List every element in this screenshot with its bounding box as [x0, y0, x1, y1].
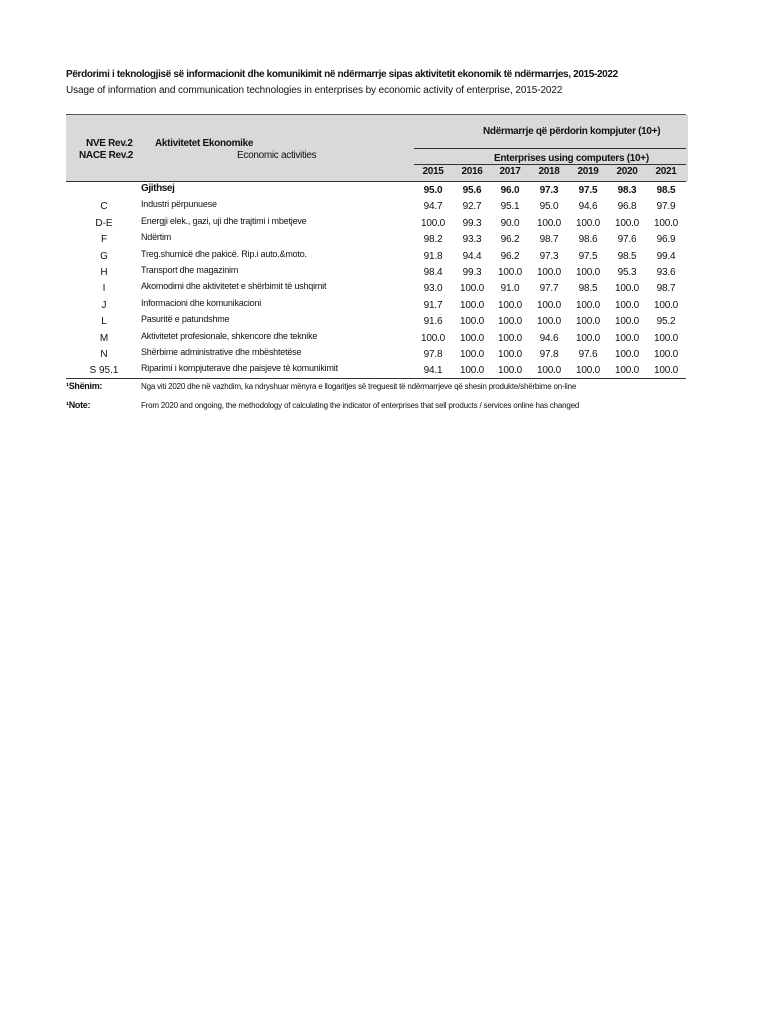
table-row	[66, 231, 686, 247]
row-value: 97.5	[578, 185, 598, 196]
row-value: 94.7	[423, 201, 443, 213]
note-label-albanian: ¹Shënim:	[66, 381, 103, 391]
table-row	[66, 182, 686, 198]
row-value: 91.7	[423, 299, 443, 311]
row-value: 100.0	[459, 365, 485, 377]
row-value: 91.0	[500, 283, 520, 295]
row-activity: Energji elek., gazi, uji dhe trajtimi i mbetjeve	[141, 215, 307, 226]
row-activity: Pasuritë e patundshme	[141, 314, 230, 325]
row-value: 95.3	[617, 267, 637, 278]
row-value: 100.0	[497, 267, 523, 278]
row-value: 96.8	[617, 201, 637, 213]
row-code: H	[100, 267, 108, 278]
row-value: 100.0	[653, 365, 679, 377]
row-value: 91.8	[423, 250, 443, 262]
table-row	[66, 362, 686, 378]
row-code: N	[100, 349, 108, 360]
table-row	[66, 313, 686, 329]
header-activity-albanian: Aktivitetet Ekonomike	[155, 138, 254, 149]
row-activity: Aktivitetet profesionale, shkencore dhe teknike	[141, 330, 318, 341]
row-value: 94.4	[462, 250, 482, 262]
row-activity: Informacioni dhe komunikacioni	[141, 297, 262, 308]
row-activity: Akomodimi dhe aktivitetet e shërbimit të ushqimit	[141, 281, 327, 292]
row-value: 100.0	[536, 299, 562, 311]
row-activity: Treg.shumicë dhe pakicë. Rip.i auto.&moto.	[141, 248, 307, 259]
row-value: 93.6	[656, 267, 676, 278]
row-value: 100.0	[497, 332, 523, 344]
row-value: 100.0	[536, 267, 562, 278]
row-value: 100.0	[575, 299, 601, 311]
row-value: 100.0	[459, 299, 485, 311]
row-value: 98.2	[423, 234, 443, 246]
header-year: 2021	[655, 166, 677, 177]
row-value: 100.0	[575, 267, 601, 278]
row-activity: Transport dhe magazinim	[141, 265, 239, 275]
row-value: 98.7	[539, 234, 559, 246]
row-value: 93.3	[462, 234, 482, 246]
row-code: S 95.1	[89, 365, 119, 377]
table-row	[66, 346, 686, 362]
row-value: 90.0	[500, 217, 520, 229]
row-value: 97.5	[578, 250, 598, 262]
header-code-albanian: NVE Rev.2	[86, 138, 133, 149]
row-value: 100.0	[497, 365, 523, 377]
row-value: 95.0	[539, 201, 559, 213]
header-group-rule	[414, 148, 686, 149]
row-value: 100.0	[536, 365, 562, 377]
row-value: 95.0	[423, 185, 443, 196]
table-title-english: Usage of information and communication technologies in enterprises by economic activity of enterprise, 2015-2022	[66, 85, 563, 96]
row-value: 100.0	[614, 217, 640, 229]
header-year: 2015	[422, 166, 444, 177]
row-value: 100.0	[497, 349, 523, 360]
header-years-rule	[414, 164, 686, 165]
row-value: 100.0	[653, 299, 679, 311]
row-value: 99.3	[462, 267, 482, 278]
header-activity-english: Economic activities	[237, 150, 317, 161]
row-value: 100.0	[420, 217, 446, 229]
row-code: F	[100, 234, 108, 246]
row-value: 98.6	[578, 234, 598, 246]
header-year: 2016	[461, 166, 483, 177]
row-value: 91.6	[423, 316, 443, 328]
row-value: 94.1	[423, 365, 443, 377]
table-row	[66, 215, 686, 231]
row-value: 100.0	[653, 349, 679, 360]
row-code: M	[99, 332, 109, 344]
row-value: 97.8	[423, 349, 443, 360]
header-year: 2019	[577, 166, 599, 177]
row-activity: Shërbime administrative dhe mbështetëse	[141, 347, 302, 357]
row-value: 97.7	[539, 283, 559, 295]
row-value: 100.0	[575, 365, 601, 377]
table-row	[66, 198, 686, 214]
row-value: 100.0	[459, 283, 485, 295]
row-activity: Riparimi i kompjuterave dhe paisjeve të komunikimit	[141, 363, 338, 374]
table-row	[66, 280, 686, 296]
row-code: I	[102, 283, 106, 295]
row-value: 100.0	[575, 217, 601, 229]
row-activity: Gjithsej	[141, 183, 175, 194]
row-value: 97.6	[578, 349, 598, 360]
row-value: 100.0	[497, 299, 523, 311]
header-code-english: NACE Rev.2	[79, 150, 134, 161]
row-value: 100.0	[614, 365, 640, 377]
table-bottom-rule	[66, 378, 686, 379]
row-value: 98.5	[617, 250, 637, 262]
row-value: 93.0	[423, 283, 443, 295]
note-text-english: From 2020 and ongoing, the methodology of calculating the indicator of enterprises that sell products / services online has changed	[141, 401, 580, 410]
row-value: 100.0	[614, 299, 640, 311]
row-value: 94.6	[578, 201, 598, 213]
row-value: 100.0	[614, 349, 640, 360]
row-value: 100.0	[459, 349, 485, 360]
row-value: 100.0	[459, 332, 485, 344]
row-value: 96.2	[500, 250, 520, 262]
row-value: 100.0	[459, 316, 485, 328]
table-title-albanian: Përdorimi i teknologjisë së informacionit dhe komunikimit në ndërmarrje sipas aktivitetit ekonomik të ndërmarrjes, 2015-2022	[66, 69, 618, 80]
row-activity: Industri përpunuese	[141, 199, 217, 210]
row-code: C	[100, 201, 108, 213]
row-value: 100.0	[497, 316, 523, 328]
header-year: 2020	[616, 166, 638, 177]
row-code: D-E	[95, 217, 113, 229]
table-row	[66, 264, 686, 280]
row-value: 95.1	[500, 201, 520, 213]
row-value: 98.4	[423, 267, 443, 278]
row-value: 97.8	[539, 349, 559, 360]
row-value: 98.5	[578, 283, 598, 295]
row-value: 99.3	[462, 217, 482, 229]
table-header-band-edge	[686, 115, 688, 182]
row-value: 100.0	[536, 316, 562, 328]
row-value: 100.0	[420, 332, 446, 344]
row-value: 97.9	[656, 201, 676, 213]
row-value: 95.2	[656, 316, 676, 328]
row-value: 96.2	[500, 234, 520, 246]
row-value: 96.0	[500, 185, 520, 196]
row-value: 100.0	[575, 316, 601, 328]
row-code: L	[101, 316, 107, 328]
table-row	[66, 297, 686, 313]
row-value: 97.3	[539, 250, 559, 262]
header-group-english: Enterprises using computers (10+)	[494, 153, 649, 164]
row-value: 97.6	[617, 234, 637, 246]
header-group-albanian: Ndërmarrje që përdorin kompjuter (10+)	[483, 126, 661, 137]
row-code: J	[101, 299, 107, 311]
row-value: 98.5	[656, 185, 676, 196]
row-activity: Ndërtim	[141, 232, 172, 243]
row-code: G	[100, 250, 108, 262]
row-value: 96.9	[656, 234, 676, 246]
table-row	[66, 330, 686, 346]
row-value: 100.0	[653, 332, 679, 344]
row-value: 100.0	[614, 283, 640, 295]
row-value: 98.7	[656, 283, 676, 295]
note-text-albanian: Nga viti 2020 dhe në vazhdim, ka ndryshuar mënyra e llogaritjes së treguesit të ndërmarrjeve që shesin produkte/shërbime on-line	[141, 382, 577, 391]
row-value: 100.0	[653, 217, 679, 229]
row-value: 100.0	[614, 316, 640, 328]
row-value: 95.6	[462, 185, 482, 196]
row-value: 98.3	[617, 185, 637, 196]
row-value: 97.3	[539, 185, 559, 196]
row-value: 100.0	[614, 332, 640, 344]
header-year: 2018	[538, 166, 560, 177]
row-value: 100.0	[536, 217, 562, 229]
row-value: 92.7	[462, 201, 482, 213]
header-year: 2017	[499, 166, 521, 177]
row-value: 100.0	[575, 332, 601, 344]
row-value: 99.4	[656, 250, 676, 262]
row-value: 94.6	[539, 332, 559, 344]
table-row	[66, 248, 686, 264]
note-label-english: ¹Note:	[66, 400, 91, 410]
